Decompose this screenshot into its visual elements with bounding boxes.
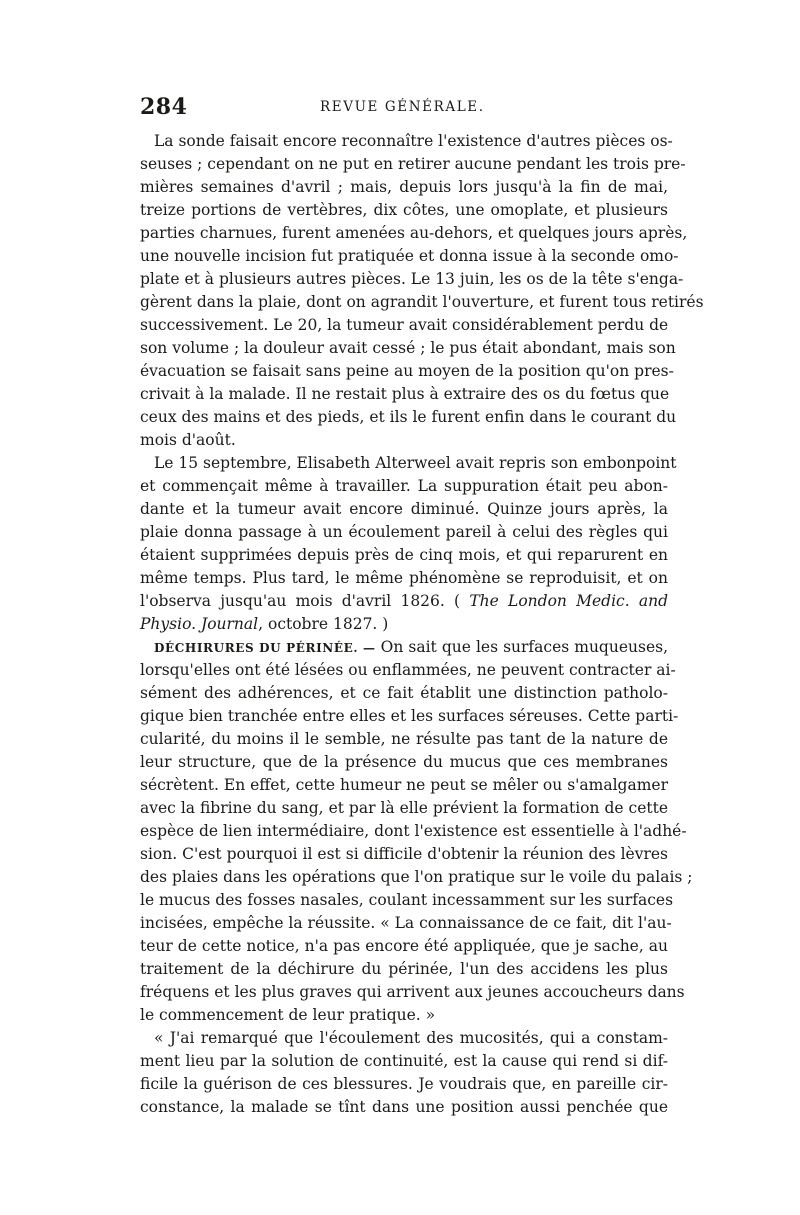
text-line: cularité, du moins il le semble, ne résulte pas tant de la nature de (140, 730, 668, 748)
section-line (140, 636, 668, 659)
journal-title: The London Medic. and (469, 592, 669, 610)
text-line: espèce de lien intermédiaire, dont l'existence est essentielle à l'adhé- (140, 822, 687, 840)
text-line: ceux des mains et des pieds, et ils le furent enfin dans le courant du (140, 408, 677, 426)
text-line: gèrent dans la plaie, dont on agrandit l'ouverture, et furent tous retirés (140, 293, 704, 311)
text-line: « J'ai remarqué que l'écoulement des mucosités, qui a constam- (154, 1029, 668, 1047)
text-line: incisées, empêche la réussite. « La connaissance de ce fait, dit l'au- (140, 914, 672, 932)
text-line: Le 15 septembre, Elisabeth Alterweel avait repris son embonpoint (154, 454, 677, 472)
text-line: mois d'août. (140, 431, 236, 449)
text-line: leur structure, que de la présence du mucus que ces membranes (140, 753, 668, 771)
text-line: des plaies dans les opérations que l'on pratique sur le voile du palais ; (140, 868, 693, 886)
text-line: plaie donna passage à un écoulement pareil à celui des règles qui (140, 523, 668, 541)
text-line: gique bien tranchée entre elles et les surfaces séreuses. Cette parti- (140, 707, 679, 725)
text-line: plate et à plusieurs autres pièces. Le 13 juin, les os de la tête s'enga- (140, 270, 684, 288)
text-line: traitement de la déchirure du périnée, l'un des accidens les plus (140, 960, 668, 978)
text-line: le mucus des fosses nasales, coulant incessamment sur les surfaces (140, 891, 674, 909)
text-line: ficile la guérison de ces blessures. Je voudrais que, en pareille cir- (140, 1075, 668, 1093)
text-line: sion. C'est pourquoi il est si difficile d'obtenir la réunion des lèvres (140, 845, 668, 863)
text-line: avec la fibrine du sang, et par là elle prévient la formation de cette (140, 799, 668, 817)
citation-line: Physio. Journal, octobre 1827. ) (140, 615, 389, 633)
text-line: ment lieu par la solution de continuité, est la cause qui rend si dif- (140, 1052, 668, 1070)
text-line: successivement. Le 20, la tumeur avait considérablement perdu de (140, 316, 669, 334)
page-header (140, 94, 670, 124)
text-line: sément des adhérences, et ce fait établit une distinction patholo- (140, 684, 668, 702)
text-line: treize portions de vertèbres, dix côtes, une omoplate, et plusieurs (140, 201, 668, 219)
text-line: La sonde faisait encore reconnaître l'existence d'autres pièces os- (154, 132, 673, 150)
text-line: seuses ; cependant on ne put en retirer aucune pendant les trois pre- (140, 155, 686, 173)
section-text: On sait que les surfaces muqueuses, (380, 638, 668, 656)
citation-text: l'observa jusqu'au mois d'avril 1826. (140, 592, 445, 610)
text-line: parties charnues, furent amenées au-dehors, et quelques jours après, (140, 224, 688, 242)
citation-date: octobre 1827. (267, 615, 378, 633)
text-line: lorsqu'elles ont été lésées ou enflammées, ne peuvent contracter ai- (140, 661, 676, 679)
citation-line: l'observa jusqu'au mois d'avril 1826. ( The London Medic. and (140, 592, 669, 610)
text-line: teur de cette notice, n'a pas encore été appliquée, que je sache, au (140, 937, 668, 955)
journal-title-continued: Physio. Journal (140, 615, 259, 633)
text-line: sécrètent. En effet, cette humeur ne peut se mêler ou s'amalgamer (140, 776, 668, 794)
text-line: et commençait même à travailler. La suppuration était peu abon- (140, 477, 668, 495)
text-line: étaient supprimées depuis près de cinq mois, et qui reparurent en (140, 546, 668, 564)
text-line: même temps. Plus tard, le même phénomène se reproduisit, et on (140, 569, 668, 587)
text-line: mières semaines d'avril ; mais, depuis lors jusqu'à la fin de mai, (140, 178, 668, 196)
section-heading: DÉCHIRURES DU PÉRINÉE. — (154, 641, 376, 655)
text-line: dante et la tumeur avait encore diminué. Quinze jours après, la (140, 500, 668, 518)
text-line: le commencement de leur pratique. » (140, 1006, 436, 1024)
text-line: crivait à la malade. Il ne restait plus à extraire des os du fœtus que (140, 385, 670, 403)
page-number: 284 (140, 94, 188, 120)
running-title: REVUE GÉNÉRALE. (320, 99, 485, 115)
body-text (140, 130, 704, 1119)
text-line: fréquens et les plus graves qui arrivent aux jeunes accoucheurs dans (140, 983, 685, 1001)
text-line: constance, la malade se tînt dans une position aussi penchée que (140, 1098, 668, 1116)
text-line: évacuation se faisait sans peine au moyen de la position qu'on pres- (140, 362, 674, 380)
text-line: une nouvelle incision fut pratiquée et donna issue à la seconde omo- (140, 247, 679, 265)
text-line: son volume ; la douleur avait cessé ; le pus était abondant, mais son (140, 339, 676, 357)
